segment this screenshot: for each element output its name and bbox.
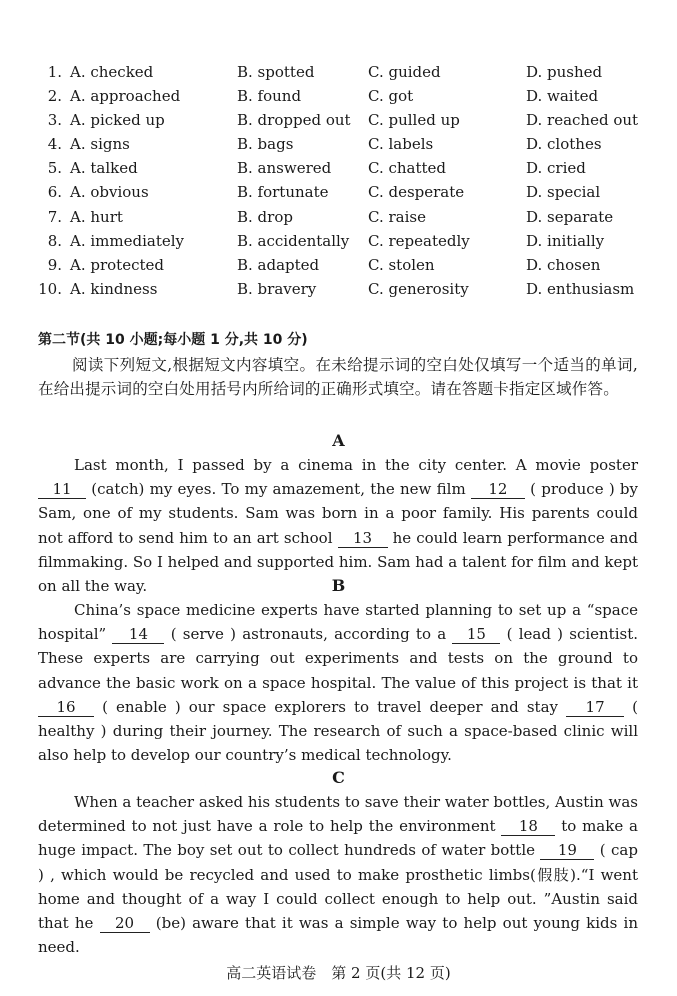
question-number: 1. [47, 63, 62, 81]
option-a[interactable]: A. signs [70, 135, 130, 154]
question-number: 9. [47, 255, 62, 274]
option-b[interactable]: B. bags [237, 135, 294, 154]
option-c[interactable]: C. got [368, 87, 414, 106]
option-row [38, 277, 648, 301]
blank-16[interactable]: 16 [38, 698, 94, 717]
question-number: 8. [47, 231, 62, 250]
option-b[interactable]: B. bravery [237, 279, 317, 298]
passage-b-heading: B [331, 576, 346, 595]
option-a[interactable]: A. immediately [70, 231, 185, 250]
option-c[interactable]: C. labels [368, 135, 434, 154]
option-row [38, 84, 648, 108]
passage-text: (catch) my eyes. To my amazement, the new film [86, 480, 471, 499]
option-a[interactable]: A. obvious [70, 183, 149, 202]
option-b[interactable]: B. answered [237, 159, 332, 178]
option-c[interactable]: C. chatted [368, 159, 447, 178]
passage-a-heading: A [332, 431, 345, 450]
passage-text: (be) aware that it was a simple way to help out young kids in need. [38, 914, 639, 957]
option-b[interactable]: B. spotted [237, 63, 315, 81]
option-a[interactable]: A. talked [70, 159, 138, 178]
passage-text: ( cap ) , which would be recycled and used to make prosthetic limbs(假肢).“I went home and thought of a way I could collect enough to help out. ”Austin said that he [38, 841, 638, 933]
passage-text: When a teacher asked his students to save their water bottles, Austin was determined to not just have a role to help the environment [38, 793, 638, 836]
option-b[interactable]: B. drop [237, 207, 293, 226]
option-a[interactable]: A. hurt [70, 207, 123, 226]
option-c[interactable]: C. guided [368, 63, 441, 81]
question-number: 6. [47, 183, 62, 202]
option-d[interactable]: D. enthusiasm [526, 279, 635, 298]
option-b[interactable]: B. adapted [237, 255, 320, 274]
section-title: 第二节(共 10 小题;每小题 1 分,共 10 分) [38, 332, 308, 348]
question-number: 4. [47, 135, 62, 154]
option-row [38, 205, 648, 229]
passage-text: to make a huge impact. The boy set out to collect hundreds of water bottle [38, 817, 638, 860]
option-row [38, 180, 648, 204]
passage-b [38, 598, 638, 767]
option-b[interactable]: B. accidentally [237, 231, 350, 250]
option-a[interactable]: A. checked [70, 63, 154, 81]
option-a[interactable]: A. protected [70, 255, 164, 274]
option-b[interactable]: B. fortunate [237, 183, 329, 202]
option-c[interactable]: C. stolen [368, 255, 435, 274]
passage-text: ( enable ) our space explorers to travel deeper and stay [94, 697, 567, 716]
blank-13[interactable]: 13 [338, 529, 388, 548]
option-d[interactable]: D. reached out [526, 111, 639, 130]
question-number: 2. [47, 87, 62, 106]
option-d[interactable]: D. separate [526, 207, 614, 226]
options-table [38, 60, 648, 301]
passage-text: ( produce ) by Sam, one of my students. Sam was born in a poor family. His parents could not afford to send him to an art school [38, 480, 638, 547]
blank-15[interactable]: 15 [452, 625, 500, 644]
instructions: 阅读下列短文,根据短文内容填空。在未给提示词的空白处仅填写一个适当的单词,在给出提示词的空白处用括号内所给词的正确形式填空。请在答题卡指定区域作答。 [38, 356, 638, 399]
question-number: 3. [47, 111, 62, 130]
option-b[interactable]: B. dropped out [237, 111, 351, 130]
blank-18[interactable]: 18 [501, 817, 555, 836]
blank-19[interactable]: 19 [540, 841, 594, 860]
page-footer: 高二英语试卷 第 2 页(共 12 页) [226, 964, 451, 982]
passage-text: ( healthy ) during their journey. The research of such a space-based clinic will also help to develop our country’s medical technology. [38, 697, 638, 765]
option-row [38, 60, 648, 84]
blank-12[interactable]: 12 [471, 480, 525, 499]
option-row [38, 156, 648, 180]
option-c[interactable]: C. generosity [368, 279, 469, 298]
passage-text: China’s space medicine experts have started planning to set up a “space hospital” [38, 601, 638, 644]
option-d[interactable]: D. clothes [526, 135, 602, 154]
passage-text: ( serve ) astronauts, according to a [164, 625, 453, 644]
blank-11[interactable]: 11 [38, 480, 86, 499]
question-number: 10. [38, 279, 62, 298]
option-row [38, 132, 648, 156]
option-d[interactable]: D. pushed [526, 63, 603, 81]
option-c[interactable]: C. repeatedly [368, 231, 470, 250]
option-d[interactable]: D. cried [526, 159, 586, 178]
passage-text: ( lead ) scientist. These experts are carrying out experiments and tests on the ground to advance the basic work on a space hospital. The value of this project is that it [38, 625, 639, 692]
passage-c [38, 790, 638, 959]
passage-text: Last month, I passed by a cinema in the city center. A movie poster [74, 456, 638, 474]
option-b[interactable]: B. found [237, 87, 302, 106]
option-row [38, 229, 648, 253]
option-row [38, 253, 648, 277]
question-number: 5. [47, 159, 62, 178]
passage-text: he could learn performance and filmmaking. So I helped and supported him. Sam had a talent for film and kept on all the way. [38, 528, 638, 596]
option-a[interactable]: A. picked up [70, 111, 165, 130]
blank-14[interactable]: 14 [112, 625, 164, 644]
option-d[interactable]: D. waited [526, 87, 599, 106]
blank-17[interactable]: 17 [566, 698, 624, 717]
passage-c-heading: C [332, 768, 345, 787]
option-d[interactable]: D. chosen [526, 255, 601, 274]
question-number: 7. [47, 207, 62, 226]
option-c[interactable]: C. raise [368, 207, 426, 226]
option-d[interactable]: D. special [526, 183, 601, 202]
option-row [38, 108, 648, 132]
option-c[interactable]: C. desperate [368, 183, 465, 202]
blank-20[interactable]: 20 [100, 914, 150, 933]
option-a[interactable]: A. kindness [70, 279, 158, 298]
option-a[interactable]: A. approached [70, 87, 181, 106]
option-c[interactable]: C. pulled up [368, 111, 460, 130]
option-d[interactable]: D. initially [526, 231, 605, 250]
